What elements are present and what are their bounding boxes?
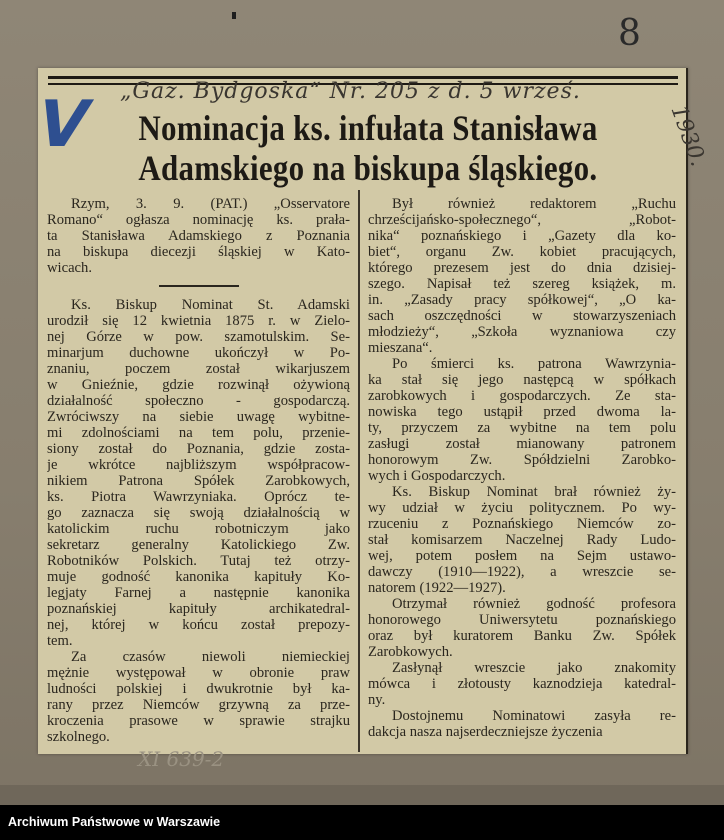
paragraph-line: katolickim ruchu robotniczym jako xyxy=(47,521,350,537)
newspaper-clipping xyxy=(28,68,711,771)
paragraph-line: rany przez Niemców grzywną za prze- xyxy=(47,697,350,713)
paragraph-line: je wkrótce najbliższym współpracow- xyxy=(47,457,350,473)
paragraph-line: nej, której w końcu został prepozy- xyxy=(47,617,350,633)
pencil-signature-note: XI 639-2 xyxy=(138,747,225,771)
paragraph-line: wych i Gospodarczych. xyxy=(368,468,506,484)
paragraph-line: znaniu, poczem został wikarjuszem xyxy=(47,361,350,377)
paragraph-line: go zaznacza się swoją działalnością w xyxy=(47,505,350,521)
paragraph-line: wej, potem posłem na Sejm ustawo- xyxy=(368,548,676,564)
paragraph-line: in. „Zasady pracy spółkowej“, „O ka- xyxy=(368,292,676,308)
paragraph-line: urodził się 12 kwietnia 1875 r. w Zielo- xyxy=(47,313,350,329)
paragraph-line: zarobkowych i gospodarczych. Ze sta- xyxy=(368,388,676,404)
paragraph-line: mieszana“. xyxy=(368,340,433,356)
paragraph-line: szkolnego. xyxy=(47,729,110,745)
blue-check-mark: V xyxy=(28,88,98,162)
paragraph-line: wy udział w życiu politycznem. Po wy- xyxy=(368,500,676,516)
paragraph-line: szego. Napisał też szereg książek, m. xyxy=(368,276,676,292)
paragraph-line: w Gnieźnie, gdzie rozwinął ożywioną xyxy=(47,377,350,393)
paragraph-line: na biskupa diecezji śląskiej w Kato- xyxy=(47,244,350,260)
paragraph-line: Ks. Biskup Nominat St. Adamski xyxy=(71,297,350,313)
paragraph-line: mi zdolnościami na tem polu, przenie- xyxy=(47,425,350,441)
paragraph-line: ludności polskiej i dwukrotnie był ka- xyxy=(47,681,350,697)
article-column-left xyxy=(47,196,350,745)
paragraph-line: ty, przyczem za wybitne na tem polu xyxy=(368,420,676,436)
paragraph-line: Zwróciwszy na siebie uwagę wybitne- xyxy=(47,409,350,425)
headline-line-1: Nominacja ks. infułata Stanisława xyxy=(138,108,598,148)
paragraph-line: nikiem Patrona Spółek Zarobkowych, xyxy=(47,473,350,489)
paragraph-line: kroczenia prasowe w sprawie strajku xyxy=(47,713,350,729)
headline-row-1 xyxy=(90,108,646,148)
paragraph-line: honorowego Uniwersytetu poznańskiego xyxy=(368,612,676,628)
paragraph-line: zasługi został mianowany patronem xyxy=(368,436,676,452)
paragraph-line: Dostojnemu Nominatowi zasyła re- xyxy=(392,708,676,724)
board-shadow-band xyxy=(0,785,724,805)
paragraph-line: poznańskiej kapituły archikatedral- xyxy=(47,601,350,617)
headline-line-2: Adamskiego na biskupa śląskiego. xyxy=(138,148,598,188)
paragraph-line: rzuceniu z Poznańskiego Niemców zo- xyxy=(368,516,676,532)
paragraph-line: siony został do Poznania, gdzie zosta- xyxy=(47,441,350,457)
pin-mark xyxy=(232,12,236,19)
paragraph-line: Po śmierci ks. patrona Wawrzynia- xyxy=(392,356,676,372)
paragraph-line: Za czasów niewoli niemieckiej xyxy=(71,649,350,665)
paragraph-line: dakcja nasza najserdeczniejsze życzenia xyxy=(368,724,603,740)
section-divider xyxy=(159,285,239,287)
paragraph-line: muje godność kanonika kapituły Ko- xyxy=(47,569,350,585)
paragraph-line: Rzym, 3. 9. (PAT.) „Osservatore xyxy=(71,196,350,212)
paragraph-line: chrześcijańsko-społecznego“, „Robot- xyxy=(368,212,676,228)
paragraph-line: mężnie występował w obronie praw xyxy=(47,665,350,681)
paragraph-line: oraz był kuratorem Banku Zw. Spółek xyxy=(368,628,676,644)
paragraph-line: Ks. Biskup Nominat brał również ży- xyxy=(392,484,676,500)
handwritten-source-note: „Gaz. Bydgoska“ Nr. 205 z d. 5 wrześ. xyxy=(120,79,581,104)
handwritten-year-note: 1930. xyxy=(665,101,711,170)
paragraph-line: Zarobkowych. xyxy=(368,644,453,660)
footer-bar xyxy=(0,805,724,840)
paragraph-line: ta Stanisława Adamskiego z Poznania xyxy=(47,228,350,244)
paragraph-line: mówca i złotousty kaznodzieja katedral- xyxy=(368,676,676,692)
paragraph-line: Robotników Polskich. Tutaj też otrzy- xyxy=(47,553,350,569)
paragraph-line: Zasłynął wreszcie jako znakomity xyxy=(392,660,676,676)
paragraph-line: honorowym Zw. Spółdzielni Zarobko- xyxy=(368,452,676,468)
paragraph-line: młodzieży“, „Szkoła wyznaniowa czy xyxy=(368,324,676,340)
paragraph-line: dawczy (1910—1922), a wreszcie se- xyxy=(368,564,676,580)
headline-row-2 xyxy=(90,148,646,188)
article-column-right xyxy=(368,196,676,740)
page-number-handwritten: 8 xyxy=(618,13,641,54)
paragraph-line: Był również redaktorem „Ruchu xyxy=(392,196,676,212)
paragraph-line: stał komisarzem Naczelnej Rady Ludo- xyxy=(368,532,676,548)
clipping-border xyxy=(686,68,688,754)
paragraph-line: nej Górze w pow. szamotulskim. Se- xyxy=(47,329,350,345)
paragraph-line: ks. Piotra Wawrzyniaka. Oprócz te- xyxy=(47,489,350,505)
paragraph-line: biet“, organu Zw. kobiet pracujących, xyxy=(368,244,676,260)
paragraph-line: którego prezesem jest do dnia dzisiej- xyxy=(368,260,676,276)
paragraph-line: ny. xyxy=(368,692,386,708)
paragraph-line: Otrzymał również godność profesora xyxy=(392,596,676,612)
column-divider xyxy=(358,190,360,752)
paragraph-line: działalność społeczno - gospodarczą. xyxy=(47,393,350,409)
paragraph-line: sach oszczędności w stowarzyszeniach xyxy=(368,308,676,324)
paragraph-line: nowiska tego ustąpił przed dwoma la- xyxy=(368,404,676,420)
paragraph-line: ka stał się jego następcą w spółkach xyxy=(368,372,676,388)
paragraph-line: natorem (1922—1927). xyxy=(368,580,506,596)
paragraph-line: sekretarz generalny Katolickiego Zw. xyxy=(47,537,350,553)
paragraph-line: wicach. xyxy=(47,260,92,276)
paragraph-line: legjaty Farnej a następnie kanonika xyxy=(47,585,350,601)
archive-name: Archiwum Państwowe w Warszawie xyxy=(8,815,221,829)
paragraph-line: minarjum duchowne ukończył w Po- xyxy=(47,345,350,361)
paragraph-line: tem. xyxy=(47,633,73,649)
paragraph-line: nika“ poznańskiego i „Gazety dla ko- xyxy=(368,228,676,244)
paragraph-line: Romano“ ogłasza nominację ks. prała- xyxy=(47,212,350,228)
